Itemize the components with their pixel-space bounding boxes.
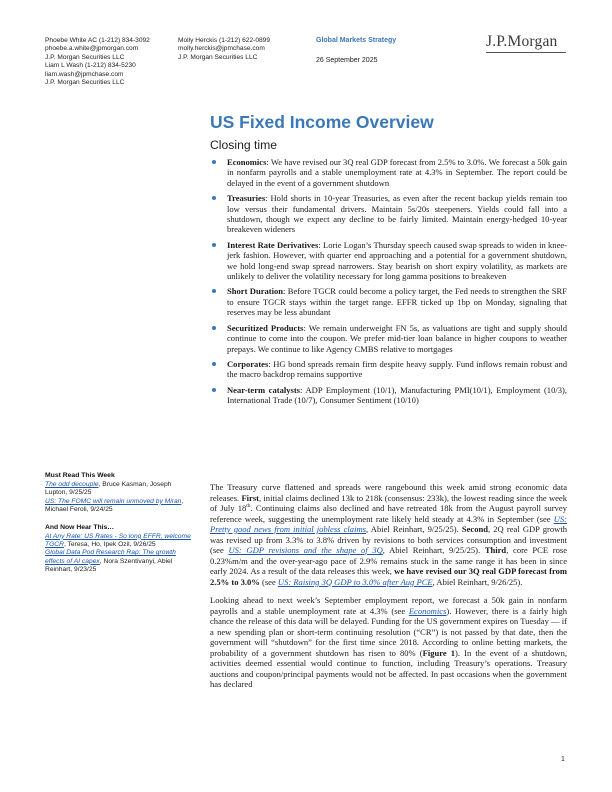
- text-run: ). However, there is a fairly high chance the release of this data will be delayed. Funding for the US government expires on Tuesday — if a new spending plan or short-term continuing resolution (“CR”) is not passed by that date, then the government will “shutdown” for the first time since 2018. According to online betting markets, the probability of a government shutdown has risen to 80% (: [210, 605, 567, 658]
- podcast-entry: [45, 549, 195, 574]
- text-run: , Abiel Reinhart, 9/25/25).: [365, 524, 462, 534]
- bullet-economics: [210, 157, 567, 188]
- bullet-near-term-catalysts: [210, 385, 567, 406]
- bullet-dot-icon: [212, 196, 216, 200]
- must-read-entry: [45, 498, 195, 515]
- bullet-label: Treasuries: [227, 193, 266, 204]
- report-date: 26 September 2025: [316, 57, 378, 64]
- bullet-text: : We remain underweight FN 5s, as valuations are tight and supply should continue to come into the coupon. We prefer mid-tier loan balance in higher coupons to weather prepays. We continue to like Agency CMBS relative to mortgages: [227, 322, 567, 354]
- emphasis: Third: [484, 545, 507, 555]
- must-read-heading: Must Read This Week: [45, 472, 115, 479]
- bullet-corporates: [210, 359, 567, 380]
- bullet-label: Securitized Products: [227, 322, 304, 333]
- contact-line: Phoebe White AC (1-212) 834-3092: [45, 37, 150, 44]
- bullet-dot-icon: [212, 243, 216, 247]
- bullet-label: Short Duration: [227, 286, 284, 297]
- research-link[interactable]: US: The FOMC will remain unmoved by Miran: [45, 497, 182, 505]
- body-paragraph: [210, 595, 567, 690]
- reading-sidebar: [45, 472, 195, 575]
- emphasis: we have revised our 3Q real GDP forecast from 2.5% to 3.0%: [210, 566, 567, 587]
- contact-line: Liam L Wash (1-212) 834-5230: [45, 62, 136, 70]
- emphasis: Second: [461, 524, 488, 534]
- bullet-dot-icon: [212, 326, 216, 330]
- bullet-label: Near-term catalysts: [227, 384, 301, 395]
- text-run: , initial claims declined 13k to 218k (consensus: 233k), the lowest reading since the week of July 18: [210, 492, 567, 513]
- contact-email[interactable]: molly.herckis@jpmchase.com: [178, 45, 265, 53]
- bullet-dot-icon: [212, 289, 216, 293]
- economics-link[interactable]: Economics: [408, 605, 447, 616]
- page-subtitle: Closing time: [210, 138, 278, 152]
- body-paragraph: [210, 482, 567, 587]
- contact-line: Molly Herckis (1-212) 622-0899: [178, 37, 270, 44]
- bullet-dot-icon: [212, 388, 216, 392]
- bullet-text: : Before TGCR could become a policy target, the Fed needs to strengthen the SRF to ensure TGCR stays within the target range. EFFR ticked up 1bp on Monday, signaling that reserves may be less abundant: [227, 286, 567, 318]
- body-text: [210, 482, 567, 698]
- entry-authors: , Nora Szentivanyi, Abiel Reinhart, 9/23/25: [45, 557, 173, 574]
- contact-line: J.P. Morgan Securities LLC: [45, 53, 125, 61]
- summary-bullets: [210, 157, 567, 411]
- text-run: , Abiel Reinhart, 9/26/25).: [432, 576, 523, 587]
- bullet-text: : Lorie Logan’s Thursday speech caused swap spreads to widen in knee-jerk fashion. However, with quarter end approaching and a potential for a government shutdown, we hold long-end swap spread narrowers. Stay bearish on short expiry volatility, as markets are unlikely to deliver the volatility necessary for long gamma positions to breakeven: [227, 239, 568, 282]
- podcast-link[interactable]: At Any Rate: US Rates - So long EFFR, welcome TGCR: [45, 532, 191, 549]
- superscript: th: [246, 503, 251, 510]
- bullet-text: : ADP Employment (10/1), Manufacturing PMI(10/1), Employment (10/3), International Trade (10/7), Consumer Sentiment (10/10): [227, 384, 567, 406]
- podcast-entry: [45, 533, 195, 550]
- jpmorgan-logo: J.P.Morgan: [486, 33, 558, 50]
- research-link[interactable]: The odd decouple: [45, 481, 99, 488]
- bullet-text: : HG bond spreads remain firm despite heavy supply. Fund inflows remain robust and the macro backdrop remains supportive: [227, 358, 567, 380]
- emphasis: First: [241, 492, 260, 503]
- contact-email[interactable]: phoebe.a.white@jpmorgan.com: [45, 45, 139, 53]
- text-run: , core PCE rose 0.23%m/m and the over-year-ago pace of 2.9% remains stuck in the same range it has been in since early 2024. As a result of the data releases this week,: [210, 545, 568, 576]
- department-label: Global Markets Strategy: [316, 37, 397, 44]
- text-run: The Treasury curve flattened and spreads were rangebound this week amid strong economic data releases.: [210, 482, 567, 503]
- bullet-text: : Hold shorts in 10-year Treasuries, as even after the recent backup yields remain too low versus their fundamental drivers. Maintain 5s/20s steepeners. Yields could fall into a shutdown, though we expect any decline to be fairly limited. Maintain energy-hedged 10-year breakeven wideners: [227, 193, 567, 235]
- bullet-treasuries: [210, 193, 567, 235]
- research-link[interactable]: US: Raising 3Q GDP to 3.0% after Aug PCE: [277, 576, 433, 587]
- contact-email[interactable]: liam.wash@jpmchase.com: [45, 70, 124, 78]
- logo-underline: [486, 52, 566, 53]
- bullet-label: Economics: [227, 157, 267, 167]
- bullet-interest-rate-derivatives: [210, 240, 567, 282]
- contact-line: J.P. Morgan Securities LLC: [178, 53, 258, 61]
- entry-authors: , Teresa, Ho, Ipek Ozil, 9/26/25: [63, 541, 156, 549]
- bullet-short-duration: [210, 286, 567, 317]
- analyst-contacts-left: [45, 37, 150, 87]
- page-title: US Fixed Income Overview: [210, 112, 434, 132]
- bullet-dot-icon: [212, 362, 216, 366]
- bullet-text: : We have revised our 3Q real GDP forecast from 2.5% to 3.0%. We forecast a 50k gain in nonfarm payrolls and a stable unemployment rate at 4.3% in September. The report could be delayed in the event of a government shutdown: [227, 157, 567, 188]
- bullet-securitized-products: [210, 323, 567, 354]
- text-run: , Abiel Reinhart, 9/25/25).: [382, 545, 485, 555]
- text-run: , 2Q real GDP growth was revised up from 3.3% to 3.8% driven by revisions to both services consumption and investment (see: [210, 524, 567, 555]
- analyst-contacts-middle: [178, 37, 270, 62]
- text-run: (see: [259, 576, 278, 587]
- page-number: 1: [561, 756, 565, 763]
- entry-authors: , Michael Feroli, 9/24/25: [45, 497, 184, 514]
- bullet-dot-icon: [212, 160, 216, 164]
- figure-reference: Figure 1: [422, 647, 456, 658]
- podcast-link[interactable]: Global Data Pod Research Rap: The growth effects of AI capex: [45, 549, 176, 565]
- entry-authors: , Bruce Kasman, Joseph Lupton, 9/25/25: [45, 481, 172, 497]
- contact-line: J.P. Morgan Securities LLC: [45, 79, 125, 87]
- research-link[interactable]: US: GDP revisions and the shape of 3Q: [228, 545, 383, 555]
- text-run: . Continuing claims also declined and have retreated 18k from the August payroll survey reference week, suggesting the unemployment rate likely held steady at 4.3% in September (see: [210, 503, 567, 524]
- bullet-label: Corporates: [227, 358, 269, 369]
- text-run: Looking ahead to next week’s September employment report, we forecast a 50k gain in nonfarm payrolls and a stable unemployment rate at 4.3% (see: [210, 595, 567, 616]
- now-hear-heading: And Now Hear This…: [45, 523, 115, 531]
- bullet-label: Interest Rate Derivatives: [227, 239, 319, 250]
- must-read-entry: [45, 481, 195, 498]
- text-run: ). In the event of a shutdown, activities deemed essential would continue to function, including Treasury’s operations. Treasury auctions and coupon/principal payments would not be affected. In past occasions when the government has declared: [210, 647, 567, 689]
- research-link[interactable]: US: Pretty good news from initial jobless claims: [210, 513, 567, 534]
